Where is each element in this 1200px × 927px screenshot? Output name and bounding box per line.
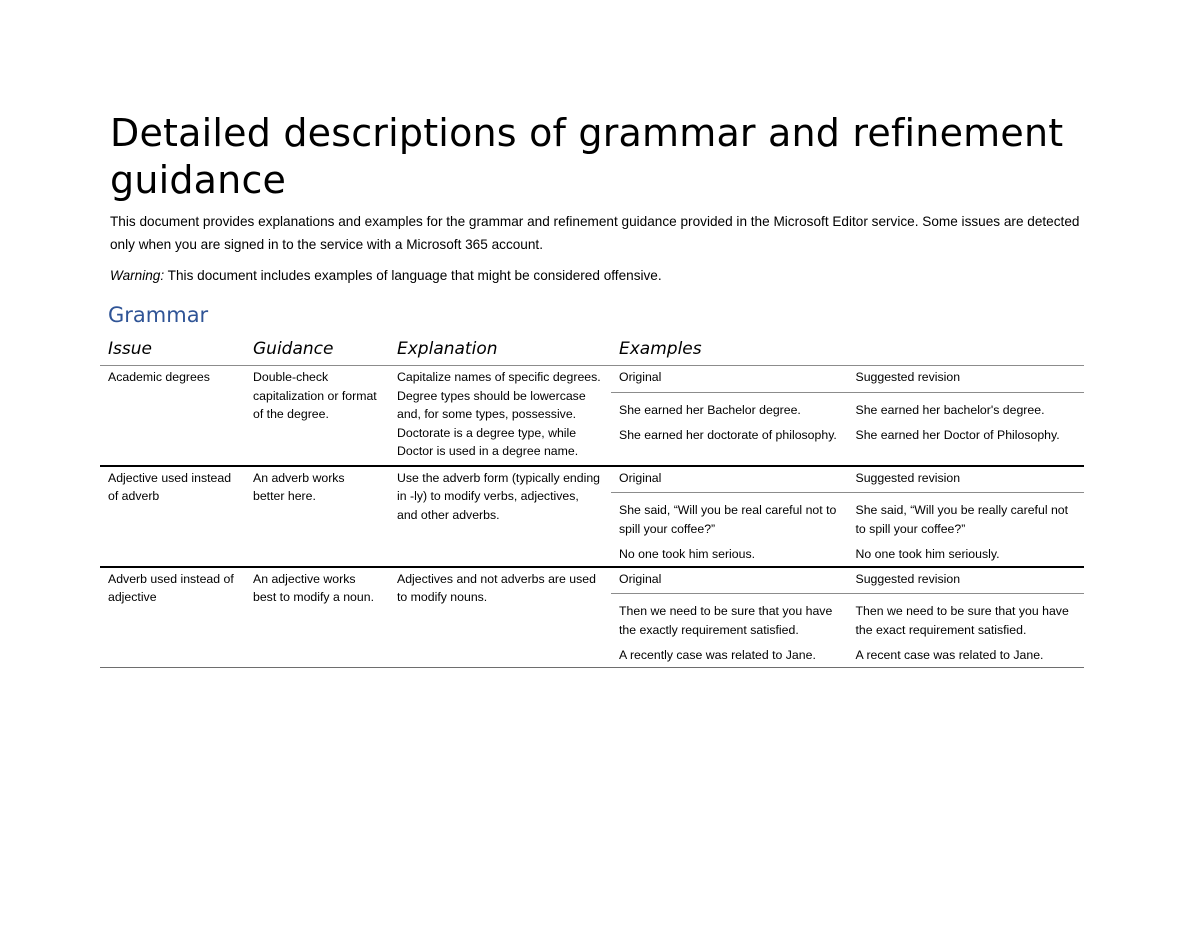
example-row <box>611 493 1084 541</box>
example-revision: No one took him seriously. <box>855 547 1000 561</box>
examples-cell <box>611 567 1084 668</box>
header-guidance: Guidance <box>245 333 389 366</box>
table-row <box>100 567 1084 668</box>
example-revision: She earned her bachelor's degree. <box>855 402 1045 417</box>
intro-paragraph: This document provides explanations and examples for the grammar and refinement guidance provided in the Microsoft Editor service. Some issues are detected only when you are signed in to the service with a Microsoft 365 account. <box>110 214 1080 252</box>
example-original: No one took him serious. <box>619 547 756 561</box>
original-header: Original <box>611 568 848 594</box>
section-heading-grammar: Grammar <box>108 303 209 327</box>
examples-cell <box>611 366 1084 466</box>
examples-table <box>611 366 1084 447</box>
original-header: Original <box>611 366 848 392</box>
example-row <box>611 641 1084 667</box>
example-row <box>611 421 1084 447</box>
examples-table <box>611 568 1084 667</box>
table-row <box>100 466 1084 567</box>
warning-text: This document includes examples of language that might be considered offensive. <box>164 268 662 283</box>
example-revision: She earned her Doctor of Philosophy. <box>855 428 1060 442</box>
examples-table <box>611 467 1084 566</box>
examples-cell <box>611 466 1084 567</box>
guidance-cell: An adjective works best to modify a noun. <box>245 567 389 668</box>
examples-header-row <box>611 467 1084 493</box>
example-row <box>611 540 1084 566</box>
table-header-row <box>100 333 1084 366</box>
document-page <box>110 110 1085 328</box>
explanation-cell: Adjectives and not adverbs are used to modify nouns. <box>389 567 611 668</box>
example-original: Then we need to be sure that you have the exactly requirement satisfied. <box>619 604 833 637</box>
table-row <box>100 366 1084 466</box>
example-revision: Then we need to be sure that you have the exact requirement satisfied. <box>855 604 1069 637</box>
example-row <box>611 594 1084 642</box>
header-examples: Examples <box>611 333 1084 366</box>
example-original: She earned her doctorate of philosophy. <box>619 428 837 442</box>
guidance-cell: Double-check capitalization or format of the degree. <box>245 366 389 466</box>
explanation-cell: Capitalize names of specific degrees. Degree types should be lowercase and, for some types, possessive. Doctorate is a degree type, while Doctor is used in a degree name. <box>389 366 611 466</box>
example-original: A recently case was related to Jane. <box>619 648 816 662</box>
warning-paragraph <box>110 266 1085 286</box>
examples-header-row <box>611 568 1084 594</box>
header-issue: Issue <box>100 333 245 366</box>
header-explanation: Explanation <box>389 333 611 366</box>
example-row <box>611 392 1084 421</box>
guidance-cell: An adverb works better here. <box>245 466 389 567</box>
grammar-table <box>100 333 1084 668</box>
revision-header: Suggested revision <box>848 568 1085 594</box>
example-original: She said, “Will you be real careful not to spill your coffee?” <box>619 503 837 536</box>
issue-cell: Adjective used instead of adverb <box>100 466 245 567</box>
issue-cell: Adverb used instead of adjective <box>100 567 245 668</box>
issue-cell: Academic degrees <box>100 366 245 466</box>
revision-header: Suggested revision <box>848 366 1085 392</box>
examples-header-row <box>611 366 1084 392</box>
example-original: She earned her Bachelor degree. <box>619 402 801 417</box>
document-title: Detailed descriptions of grammar and refinement guidance <box>110 111 1064 202</box>
example-revision: A recent case was related to Jane. <box>855 648 1044 662</box>
revision-header: Suggested revision <box>848 467 1085 493</box>
warning-label: Warning: <box>110 268 165 283</box>
example-revision: She said, “Will you be really careful not to spill your coffee?” <box>855 503 1069 536</box>
explanation-cell: Use the adverb form (typically ending in -ly) to modify verbs, adjectives, and other adverbs. <box>389 466 611 567</box>
original-header: Original <box>611 467 848 493</box>
